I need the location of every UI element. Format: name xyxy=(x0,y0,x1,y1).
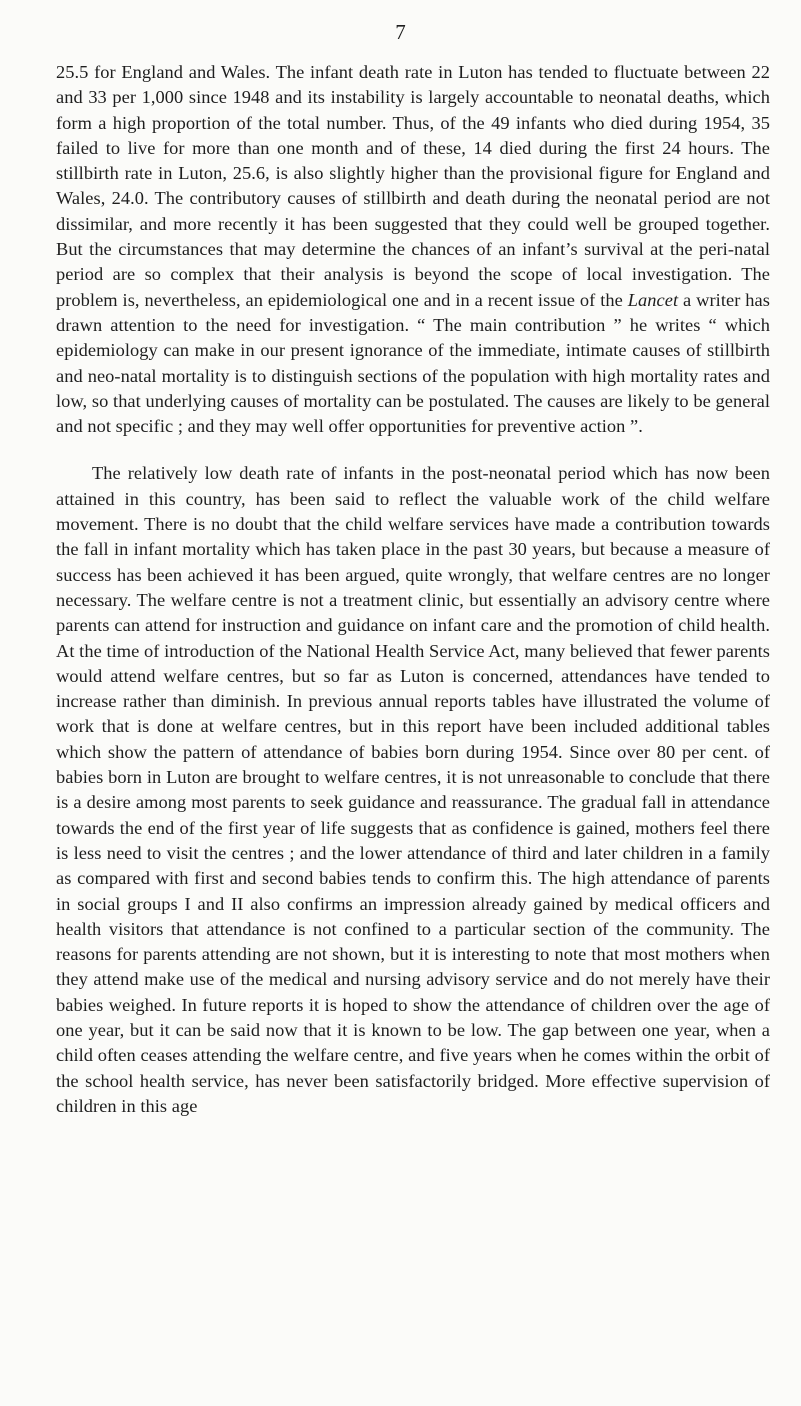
body-text xyxy=(56,60,770,1119)
paragraph-infant-death-rate xyxy=(56,60,770,439)
paragraph-1-text-end: a writer has drawn attention to the need for investigation. “ The main contribution ” he writes “ which epidemiology can make in our present ignorance of the immediate, intimate causes of stillbirth and neo-natal mortality is to distinguish sections of the population with high mortality rates and low, so that underlying causes of mortality can be postulated. The causes are likely to be general and not specific ; and they may well offer opportunities for preventive action ”. xyxy=(56,289,770,437)
page-number: 7 xyxy=(395,20,406,44)
paragraph-welfare-centres: The relatively low death rate of infants in the post-neonatal period which has now been attained in this country, has been said to reflect the valuable work of the child welfare movement. There is no doubt that the child welfare services have made a contribution towards the fall in infant mortality which has taken place in the past 30 years, but because a measure of success has been achieved it has been argued, quite wrongly, that welfare centres are no longer necessary. The welfare centre is not a treatment clinic, but essentially an advisory centre where parents can attend for instruction and guidance on infant care and the promotion of child health. At the time of introduction of the National Health Service Act, many believed that fewer parents would attend welfare centres, but so far as Luton is concerned, attendances have tended to increase rather than diminish. In previous annual reports tables have illustrated the volume of work that is done at welfare centres, but in this report have been included additional tables which show the pattern of attendance of babies born during 1954. Since over 80 per cent. of babies born in Luton are brought to welfare centres, it is not unreasonable to conclude that there is a desire among most parents to seek guidance and reassurance. The gradual fall in attendance towards the end of the first year of life suggests that as confidence is gained, mothers feel there is less need to visit the centres ; and the lower attendance of third and later children in a family as compared with first and second babies tends to confirm this. The high attendance of parents in social groups I and II also confirms an impression already gained by medical officers and health visitors that attendance is not confined to a particular section of the community. The reasons for parents attending are not shown, but it is interesting to note that most mothers when they attend make use of the medical and nursing advisory service and do not merely have their babies weighed. In future reports it is hoped to show the attendance of children over the age of one year, but it can be said now that it is known to be low. The gap between one year, when a child often ceases attending the welfare centre, and five years when he comes within the orbit of the school health service, has never been satisfactorily bridged. More effective supervision of children in this age xyxy=(56,463,770,1116)
journal-title-lancet: Lancet xyxy=(627,289,679,310)
paragraph-1-text-start: 25.5 for England and Wales. The infant death rate in Luton has tended to fluctuate between 22 and 33 per 1,000 since 1948 and its instability is largely accountable to neonatal deaths, which form a high proportion of the total number. Thus, of the 49 infants who died during 1954, 35 failed to live for more than one month and of these, 14 died during the first 24 hours. The stillbirth rate in Luton, 25.6, is also slightly higher than the provisional figure for England and Wales, 24.0. The contributory causes of stillbirth and death during the neonatal period are not dissimilar, and more recently it has been suggested that they could well be grouped together. But the circumstances that may determine the chances of an infant’s survival at the peri-natal period are so complex that their analysis is beyond the scope of local investigation. The problem is, nevertheless, an epidemiological one and in a recent issue of the xyxy=(56,62,770,310)
